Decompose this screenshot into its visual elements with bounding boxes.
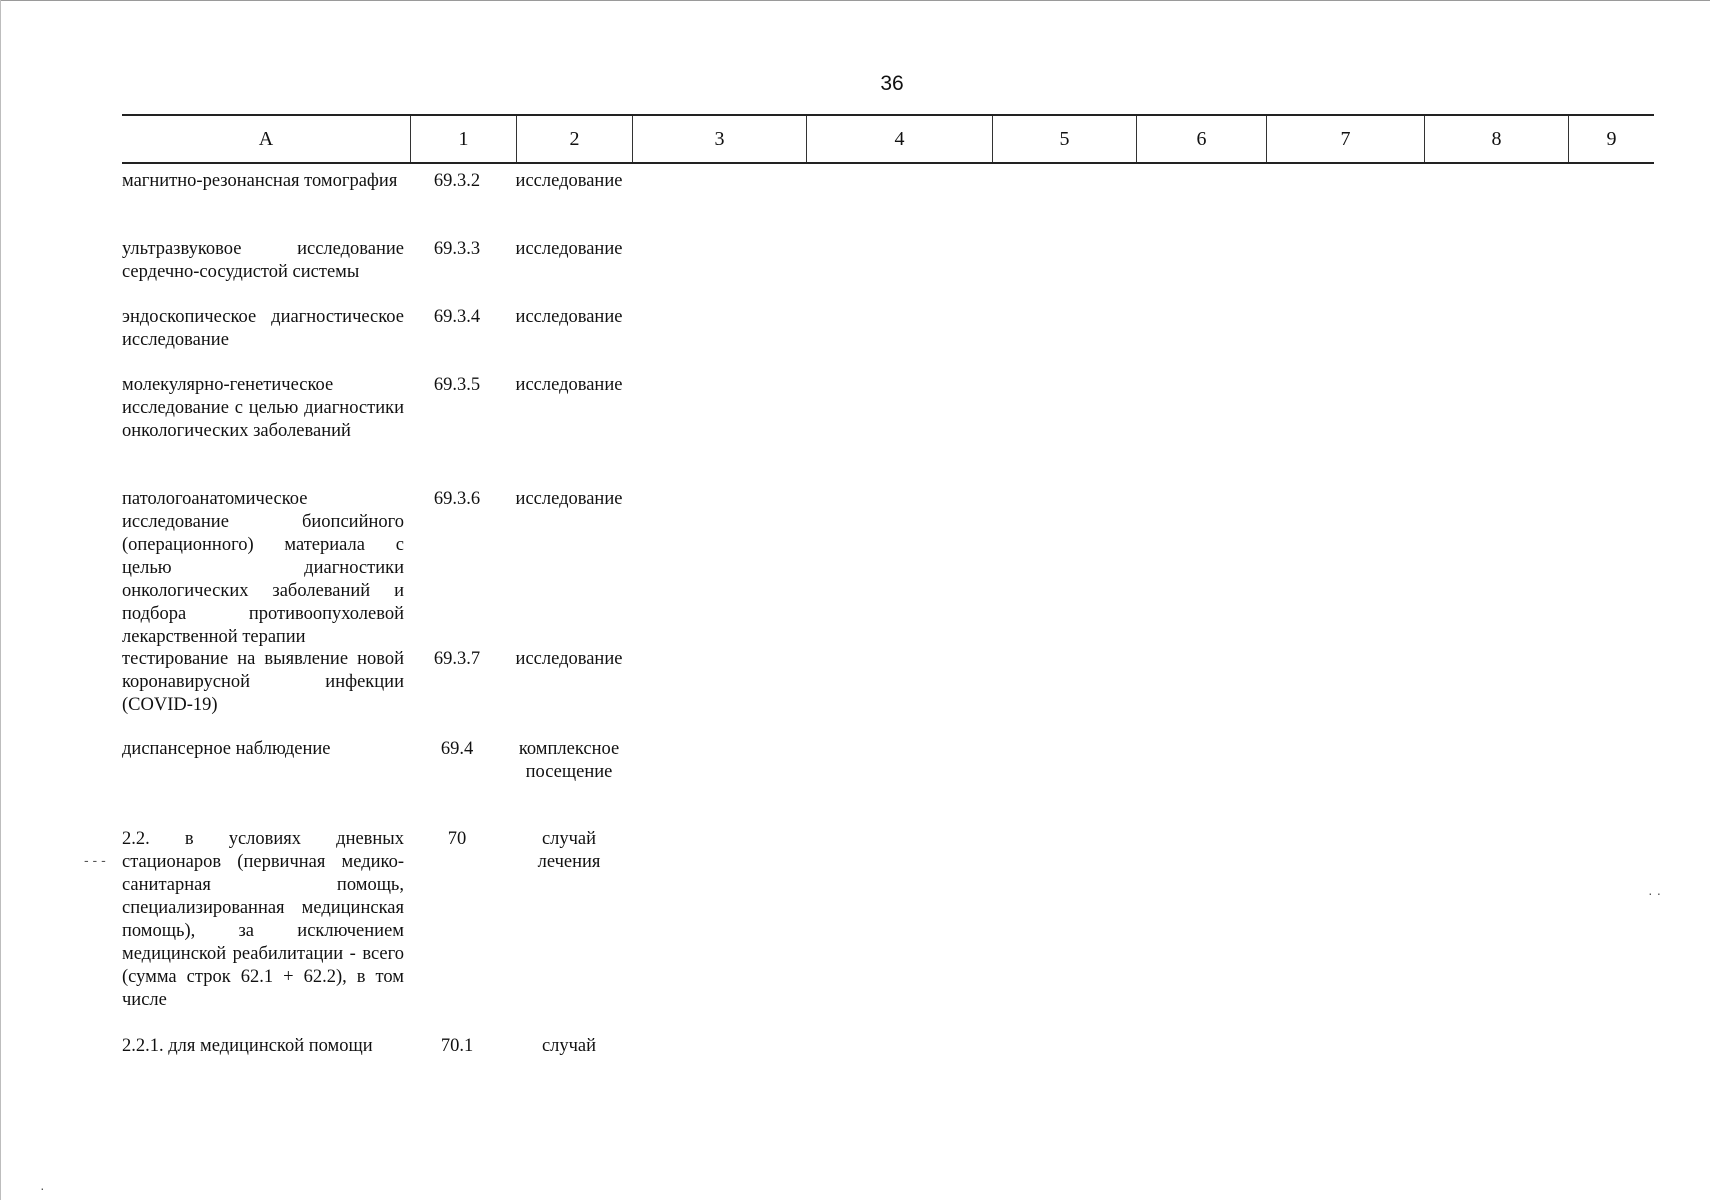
row-code: 69.3.2: [433, 171, 481, 191]
row-name: 2.2.1. для медицинской помощи: [122, 1036, 373, 1056]
page-number: 36: [880, 72, 904, 95]
row-unit: случай: [541, 1036, 597, 1056]
row-unit: исследование: [515, 375, 623, 395]
row-unit: исследование: [515, 649, 623, 669]
header-col-4: 4: [806, 116, 992, 162]
scan-edge-left: [0, 0, 1, 1200]
row-name: эндоскопическое диагностическое исследование: [122, 307, 404, 350]
row-name: магнитно-резонансная томография: [122, 171, 398, 191]
table-header: [122, 114, 1654, 164]
row-name: диспансерное наблюдение: [122, 739, 331, 759]
row-code: 69.4: [440, 739, 474, 759]
header-col-6: 6: [1136, 116, 1266, 162]
header-col-8: 8: [1424, 116, 1568, 162]
row-unit: исследование: [515, 239, 623, 259]
header-col-7: 7: [1266, 116, 1424, 162]
row-name: патологоанатомическое исследование биопсийного (операционного) материала с целью диагностики онкологических заболеваний и подбора противоопухолевой лекарственной терапии: [122, 489, 404, 647]
header-col-2: 2: [516, 116, 632, 162]
header-col-3: 3: [632, 116, 806, 162]
row-code: 69.3.7: [433, 649, 481, 669]
row-unit: исследование: [515, 489, 623, 509]
row-name: молекулярно-генетическое исследование с целью диагностики онкологических заболеваний: [122, 375, 404, 441]
header-col-9: 9: [1568, 116, 1654, 162]
scan-artifact-dot: ·: [40, 1180, 45, 1196]
row-unit: комплексное посещение: [518, 739, 620, 782]
header-col-5: 5: [992, 116, 1136, 162]
header-col-1: 1: [410, 116, 516, 162]
row-code: 69.3.3: [433, 239, 481, 259]
scan-artifact-dots: · ·: [1648, 885, 1662, 901]
row-unit: случай лечения: [537, 829, 601, 872]
row-unit: исследование: [515, 307, 623, 327]
row-name: 2.2. в условиях дневных стационаров (первичная медико-санитарная помощь, специализированная медицинская помощь), за исключением медицинской реабилитации - всего (сумма строк 62.1 + 62.2), в том числе: [122, 829, 404, 1010]
row-name: тестирование на выявление новой коронавирусной инфекции (COVID-19): [122, 649, 404, 715]
row-unit: исследование: [515, 171, 623, 191]
row-name: ультразвуковое исследование сердечно-сосудистой системы: [122, 239, 404, 282]
row-code: 70.1: [440, 1036, 474, 1056]
row-code: 70: [447, 829, 467, 849]
row-code: 69.3.4: [433, 307, 481, 327]
header-col-a: А: [258, 128, 274, 150]
row-code: 69.3.6: [433, 489, 481, 509]
scan-artifact-dashes: - - -: [84, 852, 106, 868]
row-code: 69.3.5: [433, 375, 481, 395]
scan-edge-top: [0, 0, 1710, 1]
